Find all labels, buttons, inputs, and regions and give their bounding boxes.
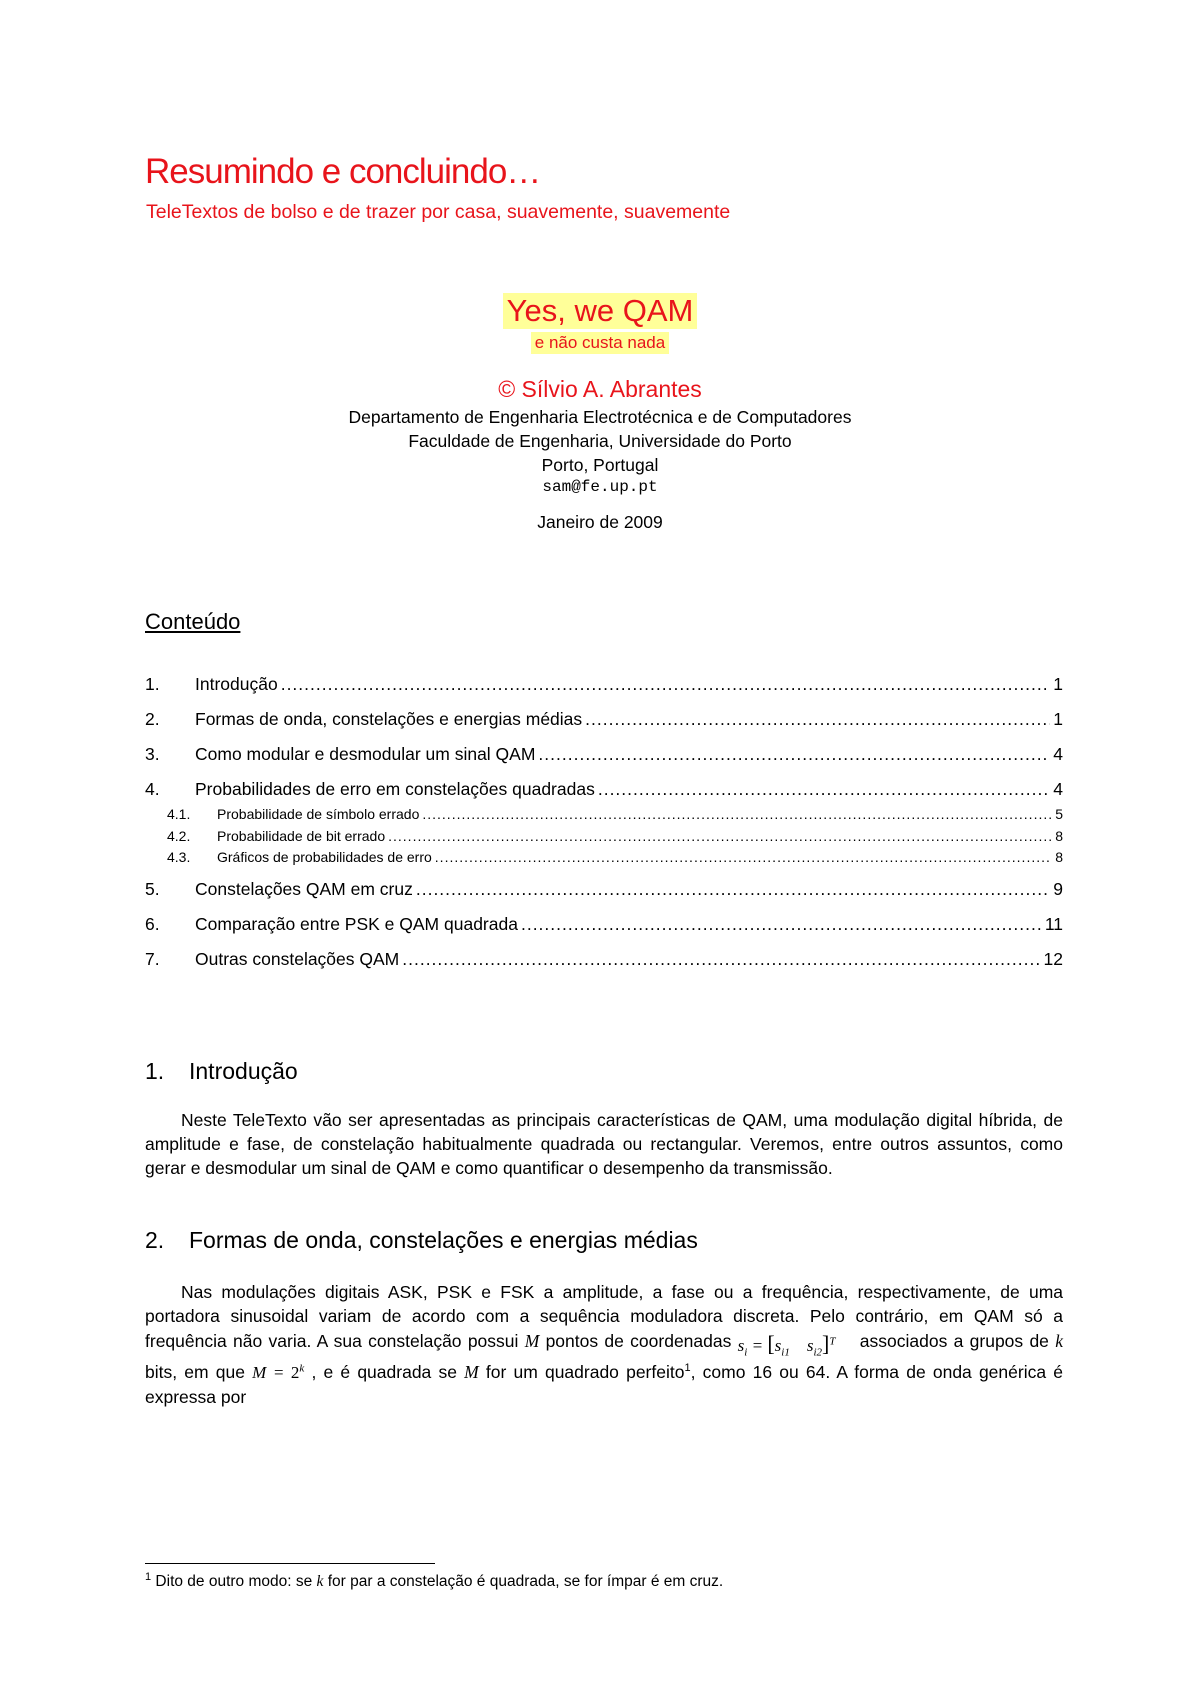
section-number: 2. (145, 1227, 165, 1253)
document-tagline-text: e não custa nada (531, 332, 669, 354)
toc-entry-number: 4.1. (167, 806, 191, 822)
footnote-mark: 1 (145, 1570, 152, 1583)
paragraph-text: pontos de coordenadas (539, 1331, 738, 1351)
toc-entry-page: 1 (1053, 674, 1063, 694)
footnote-divider (145, 1563, 435, 1564)
footnote-reference[interactable]: 1 (684, 1362, 691, 1375)
toc-leader-dots (598, 779, 1050, 800)
toc-entry-label: Probabilidades de erro em constelações quadradas (195, 779, 595, 799)
toc-entry-label: Introdução (195, 674, 278, 694)
math-expression-M-equals-2k: $M = 2^k$ (252, 1362, 305, 1383)
toc-subentry[interactable] (167, 828, 1063, 844)
math-variable-k: k (316, 1573, 324, 1590)
affiliation-faculty: Faculdade de Engenharia, Universidade do Porto (408, 431, 792, 451)
toc-entry-page: 4 (1053, 779, 1063, 799)
toc-entry[interactable] (145, 879, 1063, 900)
paragraph-text: associados a grupos de (853, 1331, 1056, 1351)
toc-heading: Conteúdo (145, 609, 241, 634)
document-title (0, 293, 1200, 329)
document-date: Janeiro de 2009 (537, 512, 663, 532)
section-2-paragraph (145, 1280, 1063, 1409)
paragraph-text: bits, em que (145, 1362, 253, 1383)
toc-leader-dots (585, 709, 1050, 730)
document-title-text: Yes, we QAM (503, 293, 698, 329)
toc-entry-number: 5. (145, 879, 160, 899)
toc-entry[interactable] (145, 779, 1063, 800)
toc-leader-dots (538, 744, 1050, 765)
author: © Sílvio A. Abrantes (498, 376, 702, 402)
toc-entry-page: 1 (1053, 709, 1063, 729)
toc-entry[interactable] (145, 744, 1063, 765)
toc-entry-label: Como modular e desmodular um sinal QAM (195, 744, 536, 764)
toc-leader-dots (422, 806, 1052, 822)
paragraph-text: Neste TeleTexto vão ser apresentadas as principais características de QAM, uma modulação digital híbrida, de amplitude e fase, de constelação habitualmente quadrada ou rectangular. Veremos, entre outros assuntos, como gerar e desmodular um sinal de QAM e como quantificar o desempenho da transmissão. (145, 1110, 1063, 1178)
toc-entry-number: 4.3. (167, 849, 191, 865)
section-2-heading (145, 1227, 698, 1254)
paragraph-text: for um quadrado perfeito (478, 1362, 685, 1383)
author-email[interactable]: sam@fe.up.pt (542, 478, 658, 496)
document-tagline (0, 332, 1200, 354)
toc-entry[interactable] (145, 949, 1063, 970)
math-symbol-vector: $s_i = [s_{i1}$ $s_{i2}]^T$ (737, 1331, 836, 1359)
section-number: 1. (145, 1058, 165, 1084)
toc-entry-number: 1. (145, 674, 160, 694)
paragraph-text: , como 16 ou 64. A forma de onda genérica é expressa por (145, 1362, 1063, 1408)
toc-entry-label: Probabilidade de símbolo errado (217, 806, 420, 822)
section-1-heading (145, 1058, 298, 1085)
toc-entry-page: 9 (1053, 879, 1063, 899)
toc-leader-dots (416, 879, 1050, 900)
toc-entry-page: 11 (1044, 914, 1063, 934)
affiliation-location: Porto, Portugal (541, 455, 659, 475)
footnote-text: Dito de outro modo: se (151, 1573, 317, 1590)
toc-entry-label: Constelações QAM em cruz (195, 879, 413, 899)
toc-entry-label: Formas de onda, constelações e energias médias (195, 709, 583, 729)
affiliation-department: Departamento de Engenharia Electrotécnica e de Computadores (348, 407, 852, 427)
toc-entry-number: 7. (145, 949, 160, 969)
toc-leader-dots (388, 828, 1052, 844)
section-title: Formas de onda, constelações e energias médias (189, 1227, 698, 1253)
toc-entry[interactable] (145, 914, 1063, 935)
toc-entry[interactable] (145, 709, 1063, 730)
toc-entry-number: 3. (145, 744, 160, 764)
toc-leader-dots (435, 849, 1052, 865)
toc-entry-label: Gráficos de probabilidades de erro (217, 849, 432, 865)
toc-entry-page: 5 (1055, 806, 1063, 822)
toc-entry-label: Comparação entre PSK e QAM quadrada (195, 914, 518, 934)
toc-entry-number: 4. (145, 779, 160, 799)
toc-subentry[interactable] (167, 806, 1063, 822)
toc-leader-dots (521, 914, 1042, 935)
toc-entry-page: 8 (1055, 849, 1063, 865)
toc-entry-page: 4 (1053, 744, 1063, 764)
paragraph-text: , e é quadrada se (304, 1362, 465, 1383)
series-subtitle: TeleTextos de bolso e de trazer por casa, suavemente, suavemente (146, 201, 731, 223)
toc-entry-label: Outras constelações QAM (195, 949, 400, 969)
footnote-text: for par a constelação é quadrada, se for ímpar é em cruz. (323, 1573, 724, 1590)
series-title: Resumindo e concluindo… (145, 152, 541, 191)
paragraph-text: Nas modulações digitais ASK, PSK e FSK a amplitude, a fase ou a frequência, respectivamente, de uma portadora sinusoidal variam de acordo com a sequência moduladora discreta. Pelo contrário, em QAM só a frequência não varia. A sua constelação possui (145, 1282, 1063, 1351)
toc-entry-number: 6. (145, 914, 160, 934)
toc-subentry[interactable] (167, 849, 1063, 865)
section-1-paragraph (145, 1108, 1063, 1180)
toc-entry-page: 8 (1055, 828, 1063, 844)
footnote (145, 1570, 724, 1591)
math-variable-M: M (464, 1362, 479, 1383)
toc-entry-number: 4.2. (167, 828, 191, 844)
toc-entry[interactable] (145, 674, 1063, 695)
toc-entry-number: 2. (145, 709, 160, 729)
math-variable-M: M (524, 1331, 540, 1351)
section-title: Introdução (189, 1058, 298, 1084)
math-variable-k: k (1055, 1331, 1063, 1351)
toc-entry-page: 12 (1043, 949, 1063, 969)
toc-entry-label: Probabilidade de bit errado (217, 828, 386, 844)
toc-leader-dots (281, 674, 1051, 695)
toc-leader-dots (402, 949, 1040, 970)
